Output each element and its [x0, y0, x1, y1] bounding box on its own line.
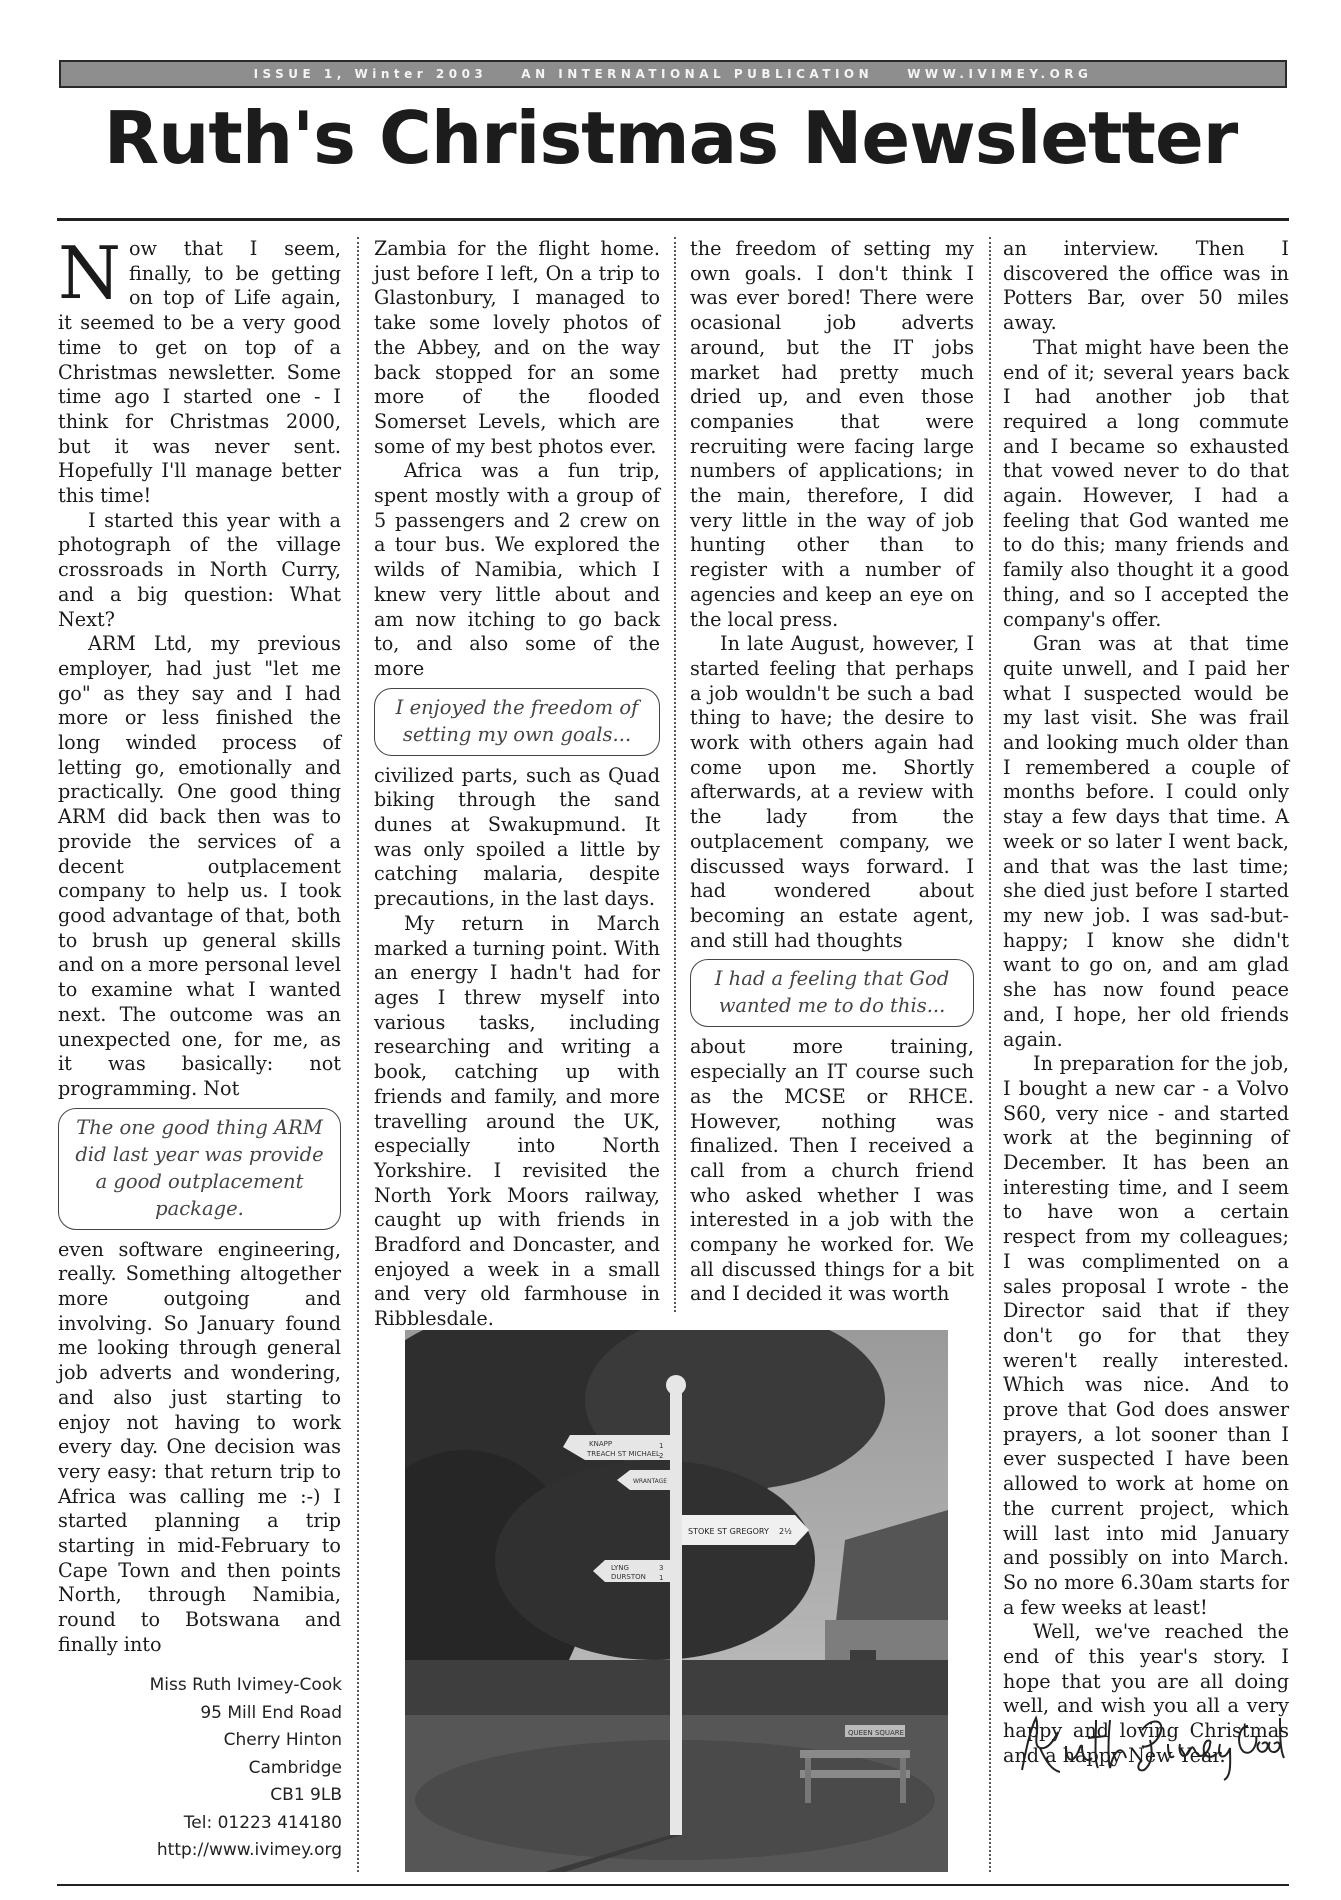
column-4 — [1003, 237, 1289, 1769]
col4-paragraph-1: an interview. Then I discovered the office was in Potters Bar, over 50 miles away. — [1003, 237, 1289, 335]
col1-paragraph-4: even software engineering, really. Something altogether more outgoing and involving. So January found me looking through general job adverts and wondering, and also just starting to enjoy not having to work every day. One decision was very easy: that return trip to Africa was calling me :-) I started planning a trip starting in mid-February to Cape Town and then points North, through Namibia, round to Botswana and finally into — [58, 1237, 341, 1656]
distance-treach: 2 — [659, 1452, 664, 1460]
address-city: Cambridge — [248, 1757, 342, 1778]
pull-quote-2: I enjoyed the freedom of setting my own goals... — [374, 688, 660, 756]
top-rule — [57, 218, 1289, 221]
bottom-rule — [57, 1884, 1289, 1886]
signpost-photo — [405, 1330, 948, 1872]
col4-paragraph-4: In preparation for the job, I bought a new car - a Volvo S60, very nice - and started work at the beginning of December. It has been an interesting time, and I seem to have won a certain respect from my colleagues; I was complimented on a sales proposal I wrote - the Director said that if they don't go for that they weren't really interested. Which was nice. And to prove that God does answer prayers, a lot sooner than I ever suspected I have been allowed to work at home on the current project, which will last into mid January and possibly on into March. So no more 6.30am starts for a few weeks at least! — [1003, 1052, 1289, 1619]
address-postcode: CB1 9LB — [270, 1785, 342, 1805]
sign-knapp: KNAPP — [589, 1440, 613, 1448]
col2-paragraph-2: Africa was a fun trip, spent mostly with a group of 5 passengers and 2 crew on a tour bus. We explored the wilds of Namibia, which I knew very little about and am now itching to go back to, and also some of the more — [374, 459, 660, 680]
sign-lyng: LYNG — [611, 1564, 629, 1572]
drop-cap: N — [58, 231, 121, 315]
column-divider-2 — [674, 237, 676, 1312]
col4-paragraph-5: Well, we've reached the end of this year's story. I hope that you are all doing well, and wish you all a very happy and loving Christmas and a happy New Year. — [1003, 1620, 1289, 1767]
col2-paragraph-4: My return in March marked a turning point. With an energy I hadn't had for ages I threw myself into various tasks, including researching and writing a book, catching up with friends and family, and more travelling around the UK, especially into North Yorkshire. I revisited the North York Moors railway, caught up with friends in Bradford and Doncaster, and enjoyed a week in a small and very old farmhouse in Ribblesdale. — [374, 911, 660, 1331]
tagline: AN INTERNATIONAL PUBLICATION — [521, 67, 874, 81]
col2-paragraph-1: Zambia for the flight home. just before I left, On a trip to Glastonbury, I managed to take some lovely photos of the Abbey, and on the way back stopped for an some more of the flooded Somerset Levels, which are some of my best photos ever. — [374, 237, 660, 458]
sign-wrantage: WRANTAGE — [633, 1478, 668, 1485]
signature-graphic — [1010, 1700, 1290, 1790]
distance-stoke: 2½ — [779, 1527, 792, 1536]
address-name: Miss Ruth Ivimey-Cook — [149, 1675, 342, 1695]
col2-paragraph-3: civilized parts, such as Quad biking through the sand dunes at Swakupmund. It was only spoiled a little by catching malaria, despite precautions, in the last days. — [374, 763, 660, 911]
pull-quote-1: The one good thing ARM did last year was provide a good outplacement package. — [58, 1108, 341, 1230]
column-divider-3 — [989, 237, 991, 1872]
masthead-bar — [59, 60, 1287, 88]
address-area: Cherry Hinton — [223, 1730, 342, 1750]
sign-queen-square: QUEEN SQUARE — [848, 1729, 905, 1737]
col3-paragraph-1: the freedom of setting my own goals. I don't think I was ever bored! There were ocasional job adverts around, but the IT jobs market had pretty much dried up, and even those companies that were recruiting were facing large numbers of applications; in the main, therefore, I did very little in the way of job hunting other than to register with a number of agencies and keep an eye on the local press. — [690, 237, 974, 631]
col1-paragraph-2: I started this year with a photograph of the village crossroads in North Curry, and a big question: What Next? — [58, 508, 341, 631]
sign-durston: DURSTON — [611, 1573, 646, 1581]
address-block — [110, 1672, 342, 1865]
col4-paragraph-3: Gran was at that time quite unwell, and I paid her what I suspected would be my last visit. She was frail and looking much older than I remembered a couple of months before. I could only stay a few days that time. A week or so later I went back, and that was the last time; she died just before I started my new job. I was sad-but-happy; I know she didn't want to go on, and am glad she has now found peace and, I hope, her old friends again. — [1003, 632, 1289, 1051]
signature — [1010, 1700, 1290, 1790]
col1-paragraph-3: ARM Ltd, my previous employer, had just "let me go" as they say and I had more or less finished the long winded process of letting go, emotionally and practically. One good thing ARM did back then was to provide the services of a decent outplacement company to help us. I took good advantage of that, both to brush up general skills and on a more personal level to examine what I wanted next. The outcome was an unexpected one, for me, as it was basically: not programming. Not — [58, 632, 341, 1100]
signpost-illustration — [405, 1330, 948, 1872]
distance-lyng: 3 — [659, 1564, 664, 1572]
newsletter-title: Ruth's Christmas Newsletter — [103, 96, 1238, 180]
sign-treach: TREACH ST MICHAEL — [587, 1450, 660, 1458]
col3-paragraph-3: about more training, especially an IT course such as the MCSE or RHCE. However, nothing was finalized. Then I received a call from a church friend who asked whether I was interested in a job with the company he worked for. We all discussed things for a bit and I decided it was worth — [690, 1035, 974, 1306]
sign-stoke: STOKE ST GREGORY — [688, 1527, 769, 1536]
column-1 — [58, 231, 341, 1658]
distance-knapp: 1 — [659, 1442, 664, 1450]
col1-paragraph-1: ow that I seem, finally, to be getting on top of Life again, it seemed to be a very good time to get on top of a Christmas newsletter. Some time ago I started one - I think for Christmas 2000, but it was never sent. Hopefully I'll manage better this time! — [58, 237, 341, 508]
address-telephone: Tel: 01223 414180 — [183, 1812, 342, 1833]
address-street: 95 Mill End Road — [200, 1702, 342, 1723]
column-divider-1 — [357, 237, 359, 1872]
column-2 — [374, 237, 660, 1357]
issue-label: ISSUE 1, Winter 2003 — [253, 67, 488, 81]
website-label: WWW.IVIMEY.ORG — [907, 67, 1093, 81]
pull-quote-3: I had a feeling that God wanted me to do this... — [690, 959, 974, 1027]
column-3 — [690, 237, 974, 1307]
distance-durston: 1 — [659, 1574, 664, 1582]
col3-paragraph-2: In late August, however, I started feeling that perhaps a job wouldn't be such a bad thing to have; the desire to work with others again had come upon me. Shortly afterwards, at a review with the lady from the outplacement company, we discussed ways forward. I had wondered about becoming an estate agent, and still had thoughts — [690, 632, 974, 952]
address-website: http://www.ivimey.org — [156, 1840, 342, 1860]
col4-paragraph-2: That might have been the end of it; several years back I had another job that required a long commute and I became so exhausted that vowed never to do that again. However, I had a feeling that God wanted me to do this; many friends and family also thought it a good thing, and so I accepted the company's offer. — [1003, 335, 1289, 631]
